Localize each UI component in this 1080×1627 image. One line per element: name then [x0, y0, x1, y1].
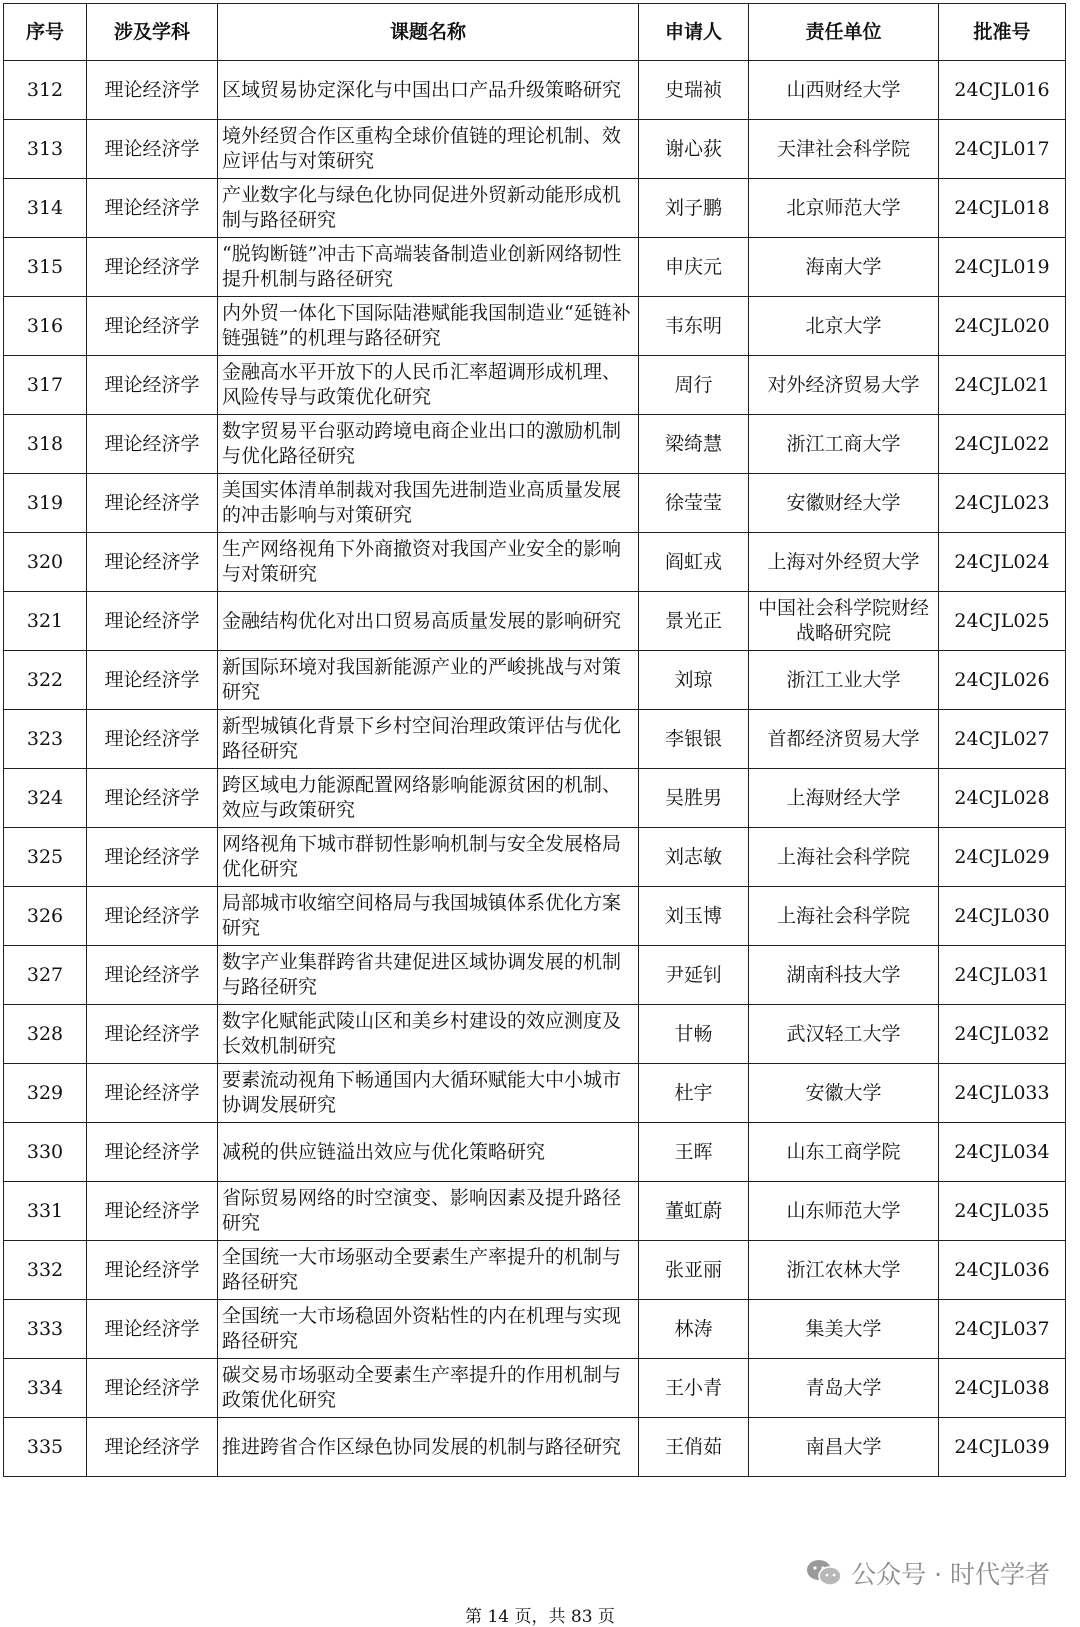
row-no: 329 [4, 1064, 87, 1123]
header-subject: 涉及学科 [87, 4, 218, 61]
row-subject: 理论经济学 [87, 1005, 218, 1064]
row-approval: 24CJL031 [939, 946, 1066, 1005]
table-row [4, 887, 1066, 946]
row-no: 314 [4, 179, 87, 238]
table-row [4, 769, 1066, 828]
row-subject: 理论经济学 [87, 1182, 218, 1241]
project-table [3, 3, 1066, 1477]
row-applicant: 史瑞祯 [639, 61, 749, 120]
header-no: 序号 [4, 4, 87, 61]
row-no: 324 [4, 769, 87, 828]
row-title: 要素流动视角下畅通国内大循环赋能大中小城市协调发展研究 [218, 1064, 639, 1123]
row-title: 全国统一大市场稳固外资粘性的内在机理与实现路径研究 [218, 1300, 639, 1359]
row-unit: 中国社会科学院财经战略研究院 [749, 592, 939, 651]
row-approval: 24CJL016 [939, 61, 1066, 120]
row-subject: 理论经济学 [87, 651, 218, 710]
row-unit: 集美大学 [749, 1300, 939, 1359]
row-applicant: 王晖 [639, 1123, 749, 1182]
row-subject: 理论经济学 [87, 946, 218, 1005]
table-body [4, 61, 1066, 1477]
row-approval: 24CJL039 [939, 1418, 1066, 1477]
table-row [4, 297, 1066, 356]
row-approval: 24CJL029 [939, 828, 1066, 887]
row-applicant: 尹延钊 [639, 946, 749, 1005]
header-title: 课题名称 [218, 4, 639, 61]
row-applicant: 林涛 [639, 1300, 749, 1359]
row-title: 跨区域电力能源配置网络影响能源贫困的机制、效应与政策研究 [218, 769, 639, 828]
row-no: 335 [4, 1418, 87, 1477]
row-no: 316 [4, 297, 87, 356]
row-approval: 24CJL022 [939, 415, 1066, 474]
table-row [4, 179, 1066, 238]
table-row [4, 533, 1066, 592]
row-unit: 安徽大学 [749, 1064, 939, 1123]
row-applicant: 王俏茹 [639, 1418, 749, 1477]
row-unit: 北京师范大学 [749, 179, 939, 238]
table-row [4, 1300, 1066, 1359]
row-unit: 山西财经大学 [749, 61, 939, 120]
row-unit: 上海对外经贸大学 [749, 533, 939, 592]
row-subject: 理论经济学 [87, 592, 218, 651]
table-row [4, 1064, 1066, 1123]
row-no: 332 [4, 1241, 87, 1300]
row-applicant: 刘玉博 [639, 887, 749, 946]
row-approval: 24CJL030 [939, 887, 1066, 946]
header-approval: 批准号 [939, 4, 1066, 61]
row-approval: 24CJL025 [939, 592, 1066, 651]
row-unit: 上海社会科学院 [749, 828, 939, 887]
row-title: 金融结构优化对出口贸易高质量发展的影响研究 [218, 592, 639, 651]
row-no: 330 [4, 1123, 87, 1182]
row-subject: 理论经济学 [87, 769, 218, 828]
row-subject: 理论经济学 [87, 61, 218, 120]
row-approval: 24CJL037 [939, 1300, 1066, 1359]
row-unit: 首都经济贸易大学 [749, 710, 939, 769]
row-approval: 24CJL033 [939, 1064, 1066, 1123]
table-row [4, 474, 1066, 533]
row-title: 局部城市收缩空间格局与我国城镇体系优化方案研究 [218, 887, 639, 946]
row-approval: 24CJL034 [939, 1123, 1066, 1182]
row-unit: 上海社会科学院 [749, 887, 939, 946]
row-approval: 24CJL023 [939, 474, 1066, 533]
row-applicant: 景光正 [639, 592, 749, 651]
row-subject: 理论经济学 [87, 415, 218, 474]
table-header-row [4, 4, 1066, 61]
row-title: 产业数字化与绿色化协同促进外贸新动能形成机制与路径研究 [218, 179, 639, 238]
row-title: 区域贸易协定深化与中国出口产品升级策略研究 [218, 61, 639, 120]
row-approval: 24CJL036 [939, 1241, 1066, 1300]
row-no: 327 [4, 946, 87, 1005]
table-row [4, 1123, 1066, 1182]
row-subject: 理论经济学 [87, 1418, 218, 1477]
row-title: 内外贸一体化下国际陆港赋能我国制造业“延链补链强链”的机理与路径研究 [218, 297, 639, 356]
wechat-icon [805, 1558, 843, 1588]
table-row [4, 238, 1066, 297]
table-row [4, 356, 1066, 415]
row-no: 326 [4, 887, 87, 946]
row-subject: 理论经济学 [87, 179, 218, 238]
table-row [4, 592, 1066, 651]
table-row [4, 61, 1066, 120]
row-applicant: 甘畅 [639, 1005, 749, 1064]
row-title: 省际贸易网络的时空演变、影响因素及提升路径研究 [218, 1182, 639, 1241]
row-title: 全国统一大市场驱动全要素生产率提升的机制与路径研究 [218, 1241, 639, 1300]
row-unit: 北京大学 [749, 297, 939, 356]
row-unit: 天津社会科学院 [749, 120, 939, 179]
row-applicant: 李银银 [639, 710, 749, 769]
row-applicant: 周行 [639, 356, 749, 415]
row-subject: 理论经济学 [87, 1123, 218, 1182]
row-unit: 海南大学 [749, 238, 939, 297]
row-approval: 24CJL024 [939, 533, 1066, 592]
table-row [4, 415, 1066, 474]
row-title: 美国实体清单制裁对我国先进制造业高质量发展的冲击影响与对策研究 [218, 474, 639, 533]
row-no: 319 [4, 474, 87, 533]
table-row [4, 710, 1066, 769]
row-subject: 理论经济学 [87, 828, 218, 887]
row-applicant: 谢心荻 [639, 120, 749, 179]
row-title: “脱钩断链”冲击下高端装备制造业创新网络韧性提升机制与路径研究 [218, 238, 639, 297]
row-unit: 南昌大学 [749, 1418, 939, 1477]
row-no: 312 [4, 61, 87, 120]
row-title: 生产网络视角下外商撤资对我国产业安全的影响与对策研究 [218, 533, 639, 592]
row-unit: 山东师范大学 [749, 1182, 939, 1241]
row-applicant: 阎虹戎 [639, 533, 749, 592]
row-approval: 24CJL019 [939, 238, 1066, 297]
row-approval: 24CJL038 [939, 1359, 1066, 1418]
row-unit: 武汉轻工大学 [749, 1005, 939, 1064]
row-no: 328 [4, 1005, 87, 1064]
table-row [4, 1241, 1066, 1300]
row-applicant: 梁绮慧 [639, 415, 749, 474]
row-no: 320 [4, 533, 87, 592]
row-subject: 理论经济学 [87, 297, 218, 356]
header-unit: 责任单位 [749, 4, 939, 61]
row-approval: 24CJL021 [939, 356, 1066, 415]
row-applicant: 刘志敏 [639, 828, 749, 887]
row-applicant: 刘子鹏 [639, 179, 749, 238]
row-title: 数字贸易平台驱动跨境电商企业出口的激励机制与优化路径研究 [218, 415, 639, 474]
row-title: 新国际环境对我国新能源产业的严峻挑战与对策研究 [218, 651, 639, 710]
table-row [4, 828, 1066, 887]
row-applicant: 吴胜男 [639, 769, 749, 828]
row-title: 数字化赋能武陵山区和美乡村建设的效应测度及长效机制研究 [218, 1005, 639, 1064]
row-title: 境外经贸合作区重构全球价值链的理论机制、效应评估与对策研究 [218, 120, 639, 179]
row-unit: 浙江工商大学 [749, 415, 939, 474]
row-unit: 浙江工业大学 [749, 651, 939, 710]
row-approval: 24CJL032 [939, 1005, 1066, 1064]
row-no: 323 [4, 710, 87, 769]
row-approval: 24CJL017 [939, 120, 1066, 179]
row-applicant: 杜宇 [639, 1064, 749, 1123]
row-applicant: 申庆元 [639, 238, 749, 297]
row-approval: 24CJL020 [939, 297, 1066, 356]
table-row [4, 1418, 1066, 1477]
row-approval: 24CJL035 [939, 1182, 1066, 1241]
row-subject: 理论经济学 [87, 533, 218, 592]
row-unit: 浙江农林大学 [749, 1241, 939, 1300]
row-subject: 理论经济学 [87, 474, 218, 533]
page-number: 第 14 页，共 83 页 [465, 1607, 615, 1627]
table-row [4, 651, 1066, 710]
row-unit: 安徽财经大学 [749, 474, 939, 533]
row-no: 317 [4, 356, 87, 415]
row-title: 金融高水平开放下的人民币汇率超调形成机理、风险传导与政策优化研究 [218, 356, 639, 415]
table-row [4, 1005, 1066, 1064]
row-subject: 理论经济学 [87, 887, 218, 946]
row-subject: 理论经济学 [87, 1241, 218, 1300]
row-no: 331 [4, 1182, 87, 1241]
row-unit: 山东工商学院 [749, 1123, 939, 1182]
row-subject: 理论经济学 [87, 1359, 218, 1418]
row-no: 334 [4, 1359, 87, 1418]
row-unit: 对外经济贸易大学 [749, 356, 939, 415]
row-approval: 24CJL027 [939, 710, 1066, 769]
row-approval: 24CJL026 [939, 651, 1066, 710]
row-title: 网络视角下城市群韧性影响机制与安全发展格局优化研究 [218, 828, 639, 887]
row-no: 321 [4, 592, 87, 651]
table-row [4, 946, 1066, 1005]
table-row [4, 120, 1066, 179]
row-unit: 青岛大学 [749, 1359, 939, 1418]
row-applicant: 韦东明 [639, 297, 749, 356]
row-subject: 理论经济学 [87, 1300, 218, 1359]
row-no: 322 [4, 651, 87, 710]
row-applicant: 刘琼 [639, 651, 749, 710]
row-applicant: 张亚丽 [639, 1241, 749, 1300]
row-no: 318 [4, 415, 87, 474]
row-title: 减税的供应链溢出效应与优化策略研究 [218, 1123, 639, 1182]
row-unit: 湖南科技大学 [749, 946, 939, 1005]
row-no: 315 [4, 238, 87, 297]
row-applicant: 董虹蔚 [639, 1182, 749, 1241]
row-no: 313 [4, 120, 87, 179]
row-approval: 24CJL018 [939, 179, 1066, 238]
row-subject: 理论经济学 [87, 238, 218, 297]
row-title: 推进跨省合作区绿色协同发展的机制与路径研究 [218, 1418, 639, 1477]
row-title: 碳交易市场驱动全要素生产率提升的作用机制与政策优化研究 [218, 1359, 639, 1418]
row-subject: 理论经济学 [87, 356, 218, 415]
row-title: 新型城镇化背景下乡村空间治理政策评估与优化路径研究 [218, 710, 639, 769]
watermark [805, 1555, 1050, 1591]
header-applicant: 申请人 [639, 4, 749, 61]
table-row [4, 1359, 1066, 1418]
row-subject: 理论经济学 [87, 710, 218, 769]
row-unit: 上海财经大学 [749, 769, 939, 828]
row-title: 数字产业集群跨省共建促进区域协调发展的机制与路径研究 [218, 946, 639, 1005]
row-no: 325 [4, 828, 87, 887]
row-applicant: 徐莹莹 [639, 474, 749, 533]
row-approval: 24CJL028 [939, 769, 1066, 828]
row-subject: 理论经济学 [87, 120, 218, 179]
table-row [4, 1182, 1066, 1241]
row-no: 333 [4, 1300, 87, 1359]
row-subject: 理论经济学 [87, 1064, 218, 1123]
watermark-text: 公众号 · 时代学者 [851, 1560, 1050, 1589]
row-applicant: 王小青 [639, 1359, 749, 1418]
